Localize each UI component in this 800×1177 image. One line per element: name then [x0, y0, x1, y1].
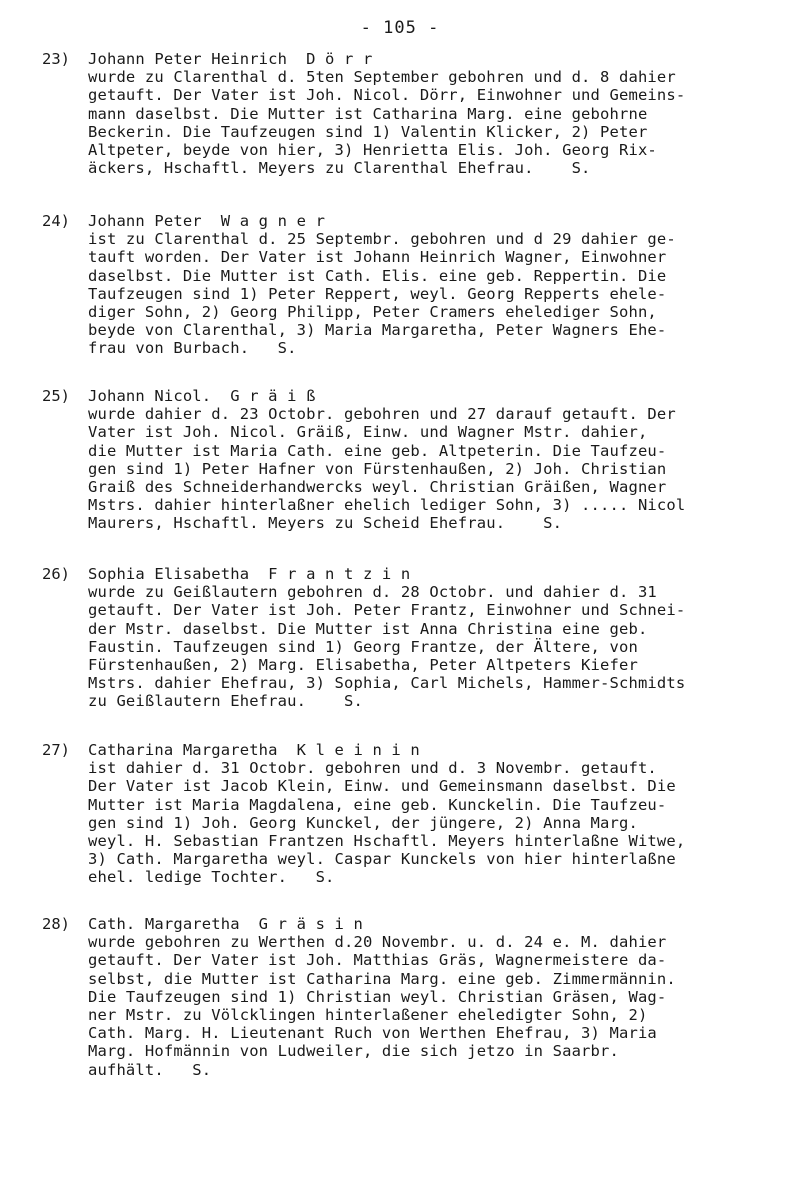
entry-text-line: Faustin. Taufzeugen sind 1) Georg Frantze, der Ältere, von: [88, 637, 638, 656]
entry-text-line: frau von Burbach. S.: [88, 339, 297, 358]
entry-name-line: Johann Nicol. G r ä i ß: [88, 387, 316, 405]
entry-text-line: Die Taufzeugen sind 1) Christian weyl. Christian Gräsen, Wag-: [88, 987, 667, 1006]
entry-text-line: Mstrs. dahier hinterlaßner ehelich lediger Sohn, 3) ..... Nicol: [88, 496, 686, 515]
entry-number: 23): [42, 50, 70, 68]
entry-text-line: diger Sohn, 2) Georg Philipp, Peter Cramers ehelediger Sohn,: [88, 303, 657, 322]
entry-text: [88, 915, 788, 1079]
entry-text: [88, 565, 788, 711]
entry-text-line: Maurers, Hschaftl. Meyers zu Scheid Ehefrau. S.: [88, 514, 563, 533]
entry-text-line: Vater ist Joh. Nicol. Gräiß, Einw. und Wagner Mstr. dahier,: [88, 423, 648, 442]
entry-text-line: wurde zu Clarenthal d. 5ten September gebohren und d. 8 dahier: [88, 68, 676, 87]
entry-text-line: zu Geißlautern Ehefrau. S.: [88, 692, 363, 711]
entry-number: 28): [42, 915, 70, 933]
entry-text-line: Fürstenhaußen, 2) Marg. Elisabetha, Peter Altpeters Kiefer: [88, 656, 638, 675]
entry-name-line: Johann Peter W a g n e r: [88, 212, 326, 230]
entry-number: 27): [42, 741, 70, 759]
entry-text-line: äckers, Hschaftl. Meyers zu Clarenthal Ehefrau. S.: [88, 159, 591, 178]
entry-text-line: ist dahier d. 31 Octobr. gebohren und d. 3 Novembr. getauft.: [88, 759, 657, 778]
entry-text-line: Graiß des Schneiderhandwercks weyl. Christian Gräißen, Wagner: [88, 478, 667, 497]
entry-text-line: beyde von Clarenthal, 3) Maria Margaretha, Peter Wagners Ehe-: [88, 321, 667, 340]
entry-text-line: getauft. Der Vater ist Joh. Nicol. Dörr, Einwohner und Gemeins-: [88, 86, 686, 105]
entry-text-line: Taufzeugen sind 1) Peter Reppert, weyl. Georg Repperts ehele-: [88, 284, 667, 303]
entry-text-line: tauft worden. Der Vater ist Johann Heinrich Wagner, Einwohner: [88, 248, 667, 267]
entry-text-line: ner Mstr. zu Völcklingen hinterlaßener eheledigter Sohn, 2): [88, 1006, 648, 1025]
entry-text-line: selbst, die Mutter ist Catharina Marg. eine geb. Zimmermännin.: [88, 969, 676, 988]
entry-text-line: Cath. Marg. H. Lieutenant Ruch von Werthen Ehefrau, 3) Maria: [88, 1024, 657, 1043]
entry-text-line: getauft. Der Vater ist Joh. Peter Frantz, Einwohner und Schnei-: [88, 601, 686, 620]
entry-text-line: Mstrs. dahier Ehefrau, 3) Sophia, Carl Michels, Hammer-Schmidts: [88, 674, 686, 693]
entry-text-line: der Mstr. daselbst. Die Mutter ist Anna Christina eine geb.: [88, 619, 648, 638]
entry-text-line: wurde gebohren zu Werthen d.20 Novembr. u. d. 24 e. M. dahier: [88, 933, 667, 952]
entry-number: 26): [42, 565, 70, 583]
entry-text-line: Altpeter, beyde von hier, 3) Henrietta Elis. Joh. Georg Rix-: [88, 141, 657, 160]
entry-text-line: weyl. H. Sebastian Frantzen Hschaftl. Meyers hinterlaßne Witwe,: [88, 832, 686, 851]
entry-text: [88, 212, 788, 358]
entry-text: [88, 741, 788, 887]
entry-text-line: aufhält. S.: [88, 1060, 212, 1079]
entry-text-line: wurde dahier d. 23 Octobr. gebohren und 27 darauf getauft. Der: [88, 405, 676, 424]
entry-text-line: die Mutter ist Maria Cath. eine geb. Altpeterin. Die Taufzeu-: [88, 441, 667, 460]
page-number: - 105 -: [360, 18, 440, 38]
entry-text: [88, 50, 788, 177]
entry-text-line: wurde zu Geißlautern gebohren d. 28 Octobr. und dahier d. 31: [88, 583, 657, 602]
entry-name-line: Sophia Elisabetha F r a n t z i n: [88, 565, 411, 583]
entry-text-line: ehel. ledige Tochter. S.: [88, 868, 335, 887]
entry-number: 25): [42, 387, 70, 405]
entry-text-line: mann daselbst. Die Mutter ist Catharina Marg. eine gebohrne: [88, 104, 648, 123]
entry-text-line: daselbst. Die Mutter ist Cath. Elis. eine geb. Reppertin. Die: [88, 266, 667, 285]
entry-text-line: getauft. Der Vater ist Joh. Matthias Gräs, Wagnermeistere da-: [88, 951, 667, 970]
entry-name-line: Johann Peter Heinrich D ö r r: [88, 50, 373, 68]
entry-text-line: Mutter ist Maria Magdalena, eine geb. Kunckelin. Die Taufzeu-: [88, 795, 667, 814]
entry-text-line: Beckerin. Die Taufzeugen sind 1) Valentin Klicker, 2) Peter: [88, 122, 648, 141]
entry-number: 24): [42, 212, 70, 230]
entry-text-line: Marg. Hofmännin von Ludweiler, die sich jetzo in Saarbr.: [88, 1042, 619, 1061]
entry-name-line: Cath. Margaretha G r ä s i n: [88, 915, 363, 933]
entry-text-line: Der Vater ist Jacob Klein, Einw. und Gemeinsmann daselbst. Die: [88, 777, 676, 796]
entry-name-line: Catharina Margaretha K l e i n i n: [88, 741, 420, 759]
entry-text: [88, 387, 788, 533]
entry-text-line: 3) Cath. Margaretha weyl. Caspar Kunckels von hier hinterlaßne: [88, 850, 676, 869]
entry-text-line: gen sind 1) Joh. Georg Kunckel, der jüngere, 2) Anna Marg.: [88, 813, 638, 832]
entry-text-line: gen sind 1) Peter Hafner von Fürstenhaußen, 2) Joh. Christian: [88, 459, 667, 478]
entry-text-line: ist zu Clarenthal d. 25 Septembr. gebohren und d 29 dahier ge-: [88, 230, 676, 249]
